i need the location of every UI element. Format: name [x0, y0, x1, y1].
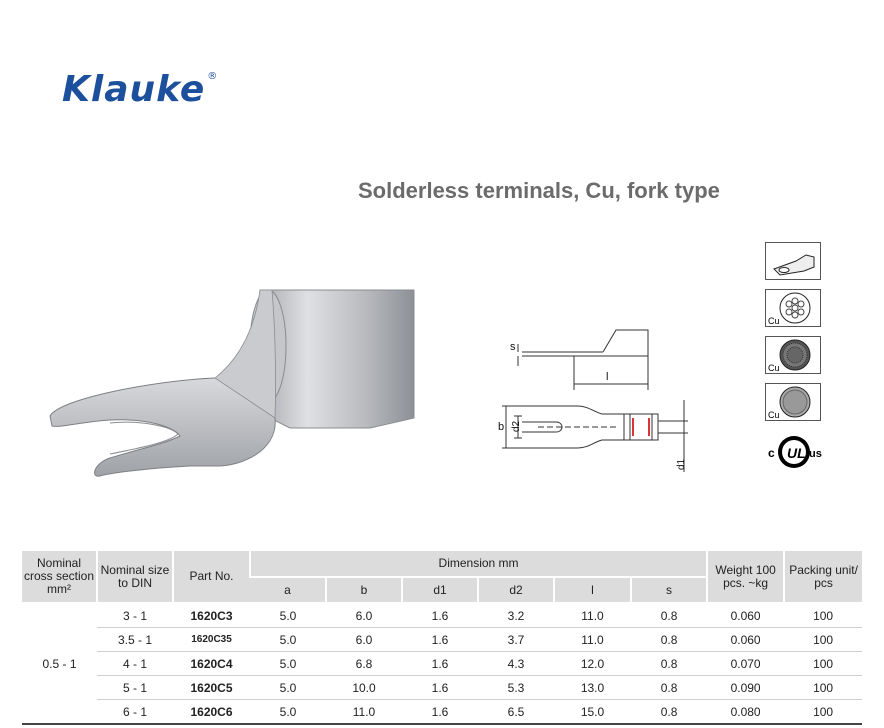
a-cell: 5.0: [250, 628, 326, 652]
weight-cell: 0.090: [707, 676, 784, 700]
b-cell: 6.0: [326, 603, 402, 628]
technical-drawing: [498, 322, 698, 474]
l-cell: 11.0: [554, 603, 631, 628]
s-cell: 0.8: [631, 676, 707, 700]
header-part-no: Part No.: [173, 551, 250, 603]
header-d1: d1: [402, 577, 478, 603]
size-cell: 3.5 - 1: [97, 628, 173, 652]
part-number-cell: 1620C5: [173, 676, 250, 700]
s-cell: 0.8: [631, 628, 707, 652]
s-cell: 0.8: [631, 652, 707, 676]
header-dimension: Dimension mm: [250, 551, 707, 577]
d1-cell: 1.6: [402, 603, 478, 628]
packing-cell: 100: [784, 603, 862, 628]
header-packing-unit: Packing unit/ pcs: [784, 551, 862, 603]
l-cell: 15.0: [554, 700, 631, 725]
page-title: Solderless terminals, Cu, fork type: [358, 178, 720, 203]
packing-cell: 100: [784, 700, 862, 725]
header-nominal-size: Nominal size to DIN: [97, 551, 173, 603]
weight-cell: 0.060: [707, 603, 784, 628]
a-cell: 5.0: [250, 700, 326, 725]
d1-cell: 1.6: [402, 676, 478, 700]
registered-mark: ®: [207, 71, 219, 82]
l-cell: 12.0: [554, 652, 631, 676]
brand-logo: [62, 69, 219, 110]
brand-name: Klauke: [62, 69, 206, 110]
table-row: [22, 603, 862, 628]
l-cell: 13.0: [554, 676, 631, 700]
a-cell: 5.0: [250, 676, 326, 700]
d2-cell: 4.3: [478, 652, 554, 676]
a-cell: 5.0: [250, 652, 326, 676]
dim-label-s: s: [510, 341, 516, 353]
s-cell: 0.8: [631, 700, 707, 725]
b-cell: 11.0: [326, 700, 402, 725]
d2-cell: 5.3: [478, 676, 554, 700]
ul-text: UL: [787, 445, 806, 461]
specification-table: [22, 551, 862, 725]
header-l: l: [554, 577, 631, 603]
size-cell: 4 - 1: [97, 652, 173, 676]
a-cell: 5.0: [250, 603, 326, 628]
part-number-cell: 1620C6: [173, 700, 250, 725]
cross-section-cell: 0.5 - 1: [22, 603, 97, 724]
dim-label-b: b: [498, 421, 505, 433]
table-row: [22, 628, 862, 652]
fine-strand-conductor-icon: [765, 289, 821, 327]
culus-certification-icon: [762, 432, 826, 472]
d2-cell: 3.2: [478, 603, 554, 628]
dim-label-l: l: [606, 371, 609, 383]
header-weight: Weight 100 pcs. ~kg: [707, 551, 784, 603]
dim-label-d1: d1: [676, 458, 687, 470]
size-cell: 5 - 1: [97, 676, 173, 700]
d1-cell: 1.6: [402, 628, 478, 652]
solid-conductor-icon: [765, 383, 821, 421]
table-row: [22, 700, 862, 725]
b-cell: 6.8: [326, 652, 402, 676]
fork-terminal-icon: [765, 242, 821, 280]
header-s: s: [631, 577, 707, 603]
table-row: [22, 652, 862, 676]
c-text: c: [768, 446, 775, 460]
b-cell: 10.0: [326, 676, 402, 700]
weight-cell: 0.080: [707, 700, 784, 725]
b-cell: 6.0: [326, 628, 402, 652]
d2-cell: 6.5: [478, 700, 554, 725]
packing-cell: 100: [784, 652, 862, 676]
header-a: a: [250, 577, 326, 603]
us-text: us: [809, 448, 822, 460]
size-cell: 6 - 1: [97, 700, 173, 725]
part-number-cell: 1620C4: [173, 652, 250, 676]
l-cell: 11.0: [554, 628, 631, 652]
weight-cell: 0.060: [707, 628, 784, 652]
table-row: [22, 676, 862, 700]
header-nominal-cross-section: Nominal cross section mm²: [22, 551, 97, 603]
weight-cell: 0.070: [707, 652, 784, 676]
header-b: b: [326, 577, 402, 603]
d1-cell: 1.6: [402, 700, 478, 725]
size-cell: 3 - 1: [97, 603, 173, 628]
part-number-cell: 1620C3: [173, 603, 250, 628]
part-number-cell: 1620C35: [173, 628, 250, 652]
extra-fine-strand-conductor-icon: [765, 336, 821, 374]
packing-cell: 100: [784, 676, 862, 700]
cu-label: Cu: [768, 410, 780, 420]
cu-label: Cu: [768, 316, 780, 326]
cu-label: Cu: [768, 363, 780, 373]
s-cell: 0.8: [631, 603, 707, 628]
product-photo: [40, 268, 420, 498]
d1-cell: 1.6: [402, 652, 478, 676]
d2-cell: 3.7: [478, 628, 554, 652]
header-d2: d2: [478, 577, 554, 603]
dim-label-d2: d2: [511, 420, 522, 432]
packing-cell: 100: [784, 628, 862, 652]
